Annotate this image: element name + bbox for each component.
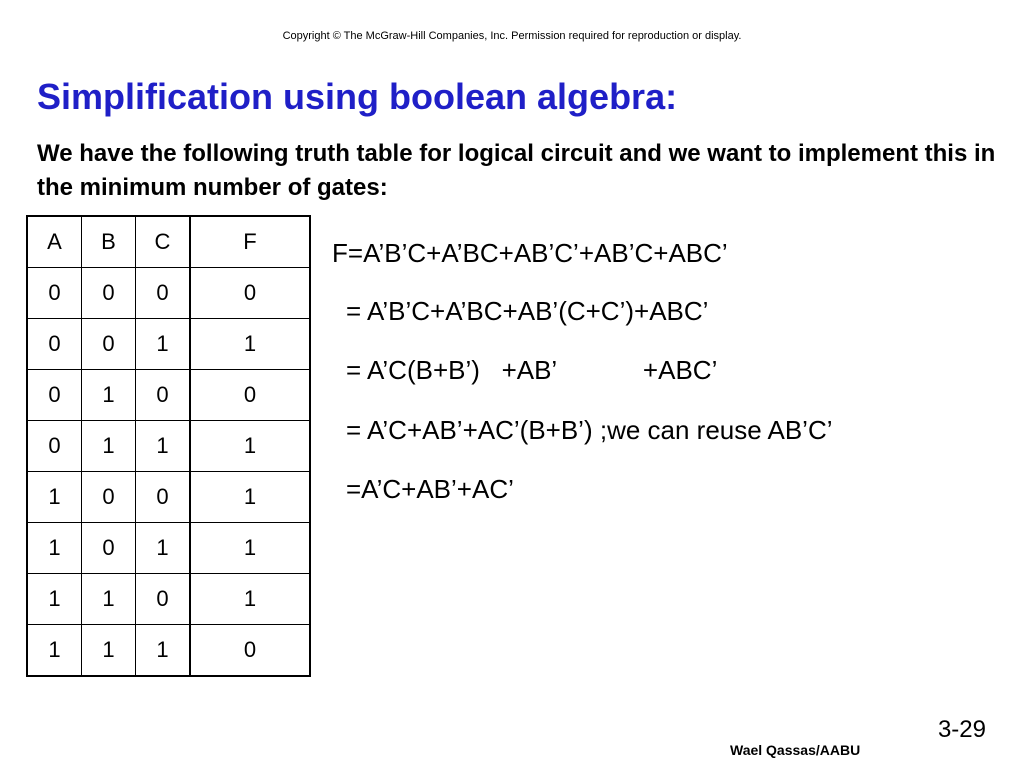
cell-a: 0 (27, 421, 82, 472)
cell-b: 1 (82, 370, 136, 421)
cell-b: 1 (82, 574, 136, 625)
cell-f: 0 (190, 370, 310, 421)
cell-a: 1 (27, 472, 82, 523)
cell-f: 1 (190, 319, 310, 370)
cell-f: 0 (190, 268, 310, 319)
cell-b: 0 (82, 523, 136, 574)
cell-f: 1 (190, 421, 310, 472)
column-header-f: F (190, 216, 310, 268)
cell-c: 1 (136, 625, 191, 677)
cell-c: 0 (136, 268, 191, 319)
cell-f: 1 (190, 574, 310, 625)
table-row (27, 268, 310, 319)
cell-f: 1 (190, 472, 310, 523)
column-header-a: A (27, 216, 82, 268)
cell-a: 1 (27, 574, 82, 625)
slide-title: Simplification using boolean algebra: (37, 76, 678, 117)
derivation-line: F=A’B’C+A’BC+AB’C’+AB’C+ABC’ (332, 238, 728, 268)
table-row (27, 319, 310, 370)
derivation-line: = A’B’C+A’BC+AB’(C+C’)+ABC’ (346, 296, 709, 326)
column-header-b: B (82, 216, 136, 268)
cell-c: 0 (136, 574, 191, 625)
table-row (27, 370, 310, 421)
cell-a: 1 (27, 625, 82, 677)
author-credit: Wael Qassas/AABU (730, 742, 861, 758)
intro-text: We have the following truth table for logical circuit and we want to implement this in the minimum number of gates: (37, 140, 996, 201)
table-row (27, 574, 310, 625)
cell-a: 0 (27, 268, 82, 319)
derivation-line: = A’C(B+B’) +AB’ +ABC’ (346, 355, 718, 385)
table-row (27, 625, 310, 677)
cell-b: 0 (82, 319, 136, 370)
derivation-line: =A’C+AB’+AC’ (346, 474, 514, 504)
cell-a: 0 (27, 319, 82, 370)
cell-c: 0 (136, 370, 191, 421)
table-row (27, 421, 310, 472)
cell-c: 0 (136, 472, 191, 523)
page-number: 3-29 (937, 716, 986, 743)
column-header-c: C (136, 216, 191, 268)
cell-c: 1 (136, 421, 191, 472)
cell-f: 0 (190, 625, 310, 677)
truth-table-header-row (27, 216, 310, 268)
table-row (27, 472, 310, 523)
cell-c: 1 (136, 319, 191, 370)
truth-table (26, 215, 311, 677)
cell-b: 0 (82, 472, 136, 523)
copyright-notice: Copyright © The McGraw-Hill Companies, Inc. Permission required for reproduction or display. (282, 30, 742, 42)
cell-b: 0 (82, 268, 136, 319)
cell-c: 1 (136, 523, 191, 574)
cell-a: 1 (27, 523, 82, 574)
table-row (27, 523, 310, 574)
cell-a: 0 (27, 370, 82, 421)
cell-b: 1 (82, 625, 136, 677)
cell-f: 1 (190, 523, 310, 574)
derivation-line: = A’C+AB’+AC’(B+B’) ;we can reuse AB’C’ (346, 415, 833, 445)
cell-b: 1 (82, 421, 136, 472)
